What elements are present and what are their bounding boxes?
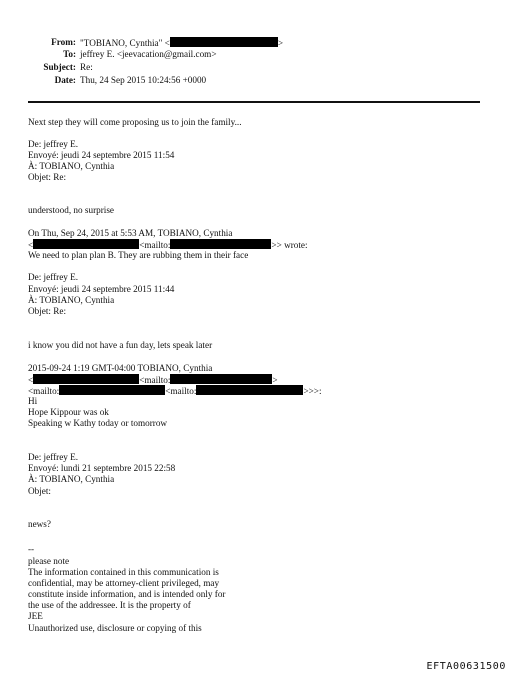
document-id: EFTA00631500 <box>426 661 506 672</box>
from-name: "TOBIANO, Cynthia" < <box>80 38 170 48</box>
quote-to: À: TOBIANO, Cynthia <box>28 161 115 171</box>
body-line: We need to plan plan B. They are rubbing them in their face <box>28 250 249 260</box>
quote-subject: Objet: <box>28 486 51 496</box>
redaction-block <box>196 385 303 395</box>
quote-email-line <box>28 385 322 397</box>
from-value <box>80 37 283 49</box>
body-line: i know you did not have a fun day, lets speak later <box>28 340 213 350</box>
from-label: From: <box>51 37 76 47</box>
body-line: news? <box>28 519 51 529</box>
quote-sent: Envoyé: jeudi 24 septembre 2015 11:54 <box>28 150 175 160</box>
body-line: Next step they will come proposing us to join the family... <box>28 117 242 127</box>
lt-char: < <box>28 375 34 385</box>
signature-line: The information contained in this communication is <box>28 567 219 577</box>
redaction-block <box>170 37 278 47</box>
to-label: To: <box>63 49 76 59</box>
mailto-text: <mailto: <box>139 240 171 250</box>
signature-line: constitute inside information, and is intended only for <box>28 589 226 599</box>
redaction-block <box>59 385 165 395</box>
redaction-block <box>170 374 272 384</box>
quote-from: De: jeffrey E. <box>28 452 79 462</box>
quote-to: À: TOBIANO, Cynthia <box>28 295 115 305</box>
signature-line: Unauthorized use, disclosure or copying of this <box>28 623 202 633</box>
to-value: jeffrey E. <jeevacation@gmail.com> <box>80 49 217 59</box>
lt-char: < <box>28 240 34 250</box>
from-suffix: > <box>277 38 284 48</box>
body-line: Hope Kippour was ok <box>28 407 109 417</box>
subject-label: Subject: <box>43 62 76 72</box>
body-line: Hi <box>28 396 38 406</box>
quote-from: De: jeffrey E. <box>28 139 79 149</box>
quote-sent: Envoyé: lundi 21 septembre 2015 22:58 <box>28 463 176 473</box>
header-divider <box>28 101 480 103</box>
quote-subject: Objet: Re: <box>28 306 67 316</box>
signature-line: confidential, may be attorney-client privileged, may <box>28 578 220 588</box>
quote-header: 2015-09-24 1:19 GMT-04:00 TOBIANO, Cynthia <box>28 363 213 373</box>
signature-line: JEE <box>28 611 43 621</box>
date-value: Thu, 24 Sep 2015 10:24:56 +0000 <box>80 75 207 85</box>
body-line: understood, no surprise <box>28 205 114 215</box>
mailto-text: <mailto: <box>28 386 60 396</box>
end-chars: >>>: <box>303 386 322 396</box>
quote-to: À: TOBIANO, Cynthia <box>28 474 115 484</box>
redaction-block <box>33 239 139 249</box>
quote-from: De: jeffrey E. <box>28 272 79 282</box>
signature-line: the use of the addressee. It is the property of <box>28 600 191 610</box>
redaction-block <box>170 239 271 249</box>
date-label: Date: <box>54 75 76 85</box>
quote-header: On Thu, Sep 24, 2015 at 5:53 AM, TOBIANO, Cynthia <box>28 228 233 238</box>
quote-subject: Objet: Re: <box>28 172 67 182</box>
mailto-text: <mailto: <box>139 375 171 385</box>
quote-sent: Envoyé: jeudi 24 septembre 2015 11:44 <box>28 284 175 294</box>
signature-line: please note <box>28 556 70 566</box>
body-line: Speaking w Kathy today or tomorrow <box>28 418 168 428</box>
redaction-block <box>33 374 139 384</box>
signature-dash: -- <box>28 544 35 554</box>
wrote-text: >> wrote: <box>271 240 308 250</box>
mailto-text: <mailto: <box>165 386 197 396</box>
subject-value: Re: <box>80 62 93 72</box>
gt-char: > <box>272 375 278 385</box>
